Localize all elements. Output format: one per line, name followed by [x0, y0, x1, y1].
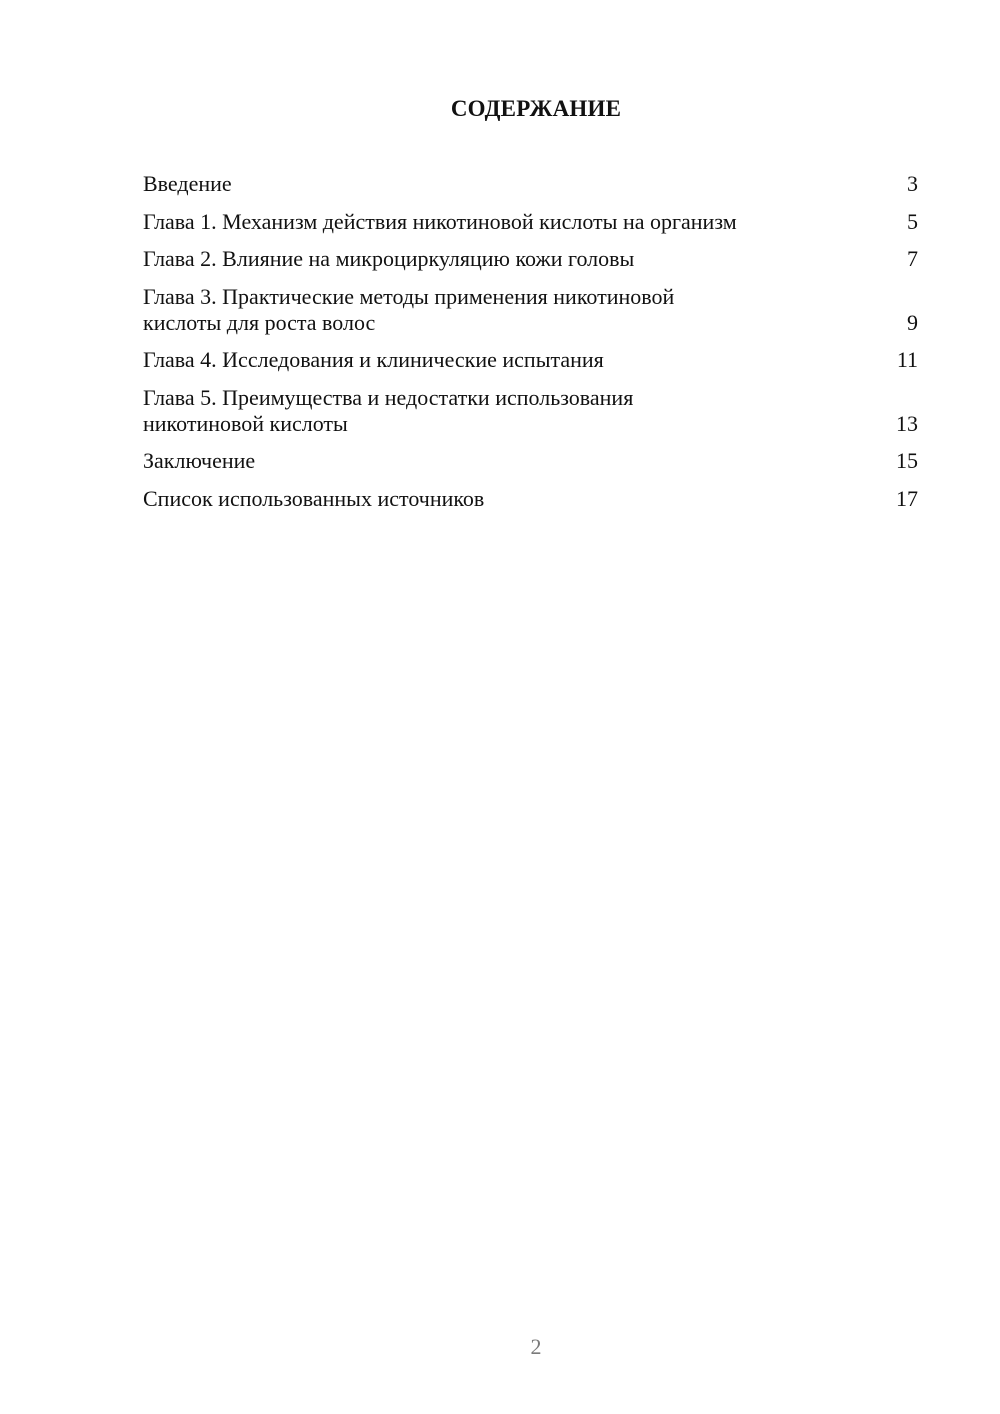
toc-entry-page-number: 9: [907, 309, 918, 335]
toc-entry-page-number: 15: [896, 448, 918, 473]
toc-entry-label-line: Глава 2. Влияние на микроциркуляцию кожи головы: [143, 246, 635, 271]
toc-entry-label-line: Глава 1. Механизм действия никотиновой кислоты на организм: [143, 208, 737, 234]
toc-entry-label-line: кислоты для роста волос: [143, 309, 376, 335]
toc-entry-chapter-4[interactable]: [143, 347, 918, 373]
toc-entry-page-number: 13: [896, 410, 918, 436]
toc-entry-label: [143, 246, 888, 272]
toc-entry-label-line: Заключение: [143, 448, 256, 473]
toc-entry-introduction[interactable]: [143, 171, 918, 197]
toc-entry-chapter-1[interactable]: [143, 209, 918, 235]
toc-entry-label: [143, 284, 888, 336]
toc-entry-chapter-2[interactable]: [143, 246, 918, 272]
toc-entry-label: [143, 486, 888, 512]
toc-entry-page-number: 7: [907, 246, 918, 271]
toc-entry-page-number: 17: [896, 485, 918, 511]
toc-entry-label: [143, 209, 888, 235]
page-title: СОДЕРЖАНИЕ: [450, 96, 622, 121]
toc-entry-label-line: Введение: [143, 171, 232, 196]
toc-entry-label-line: Глава 3. Практические методы применения никотиновой: [143, 283, 675, 309]
toc-entry-label-line: никотиновой кислоты: [143, 410, 348, 436]
toc-entry-chapter-5[interactable]: [143, 385, 918, 437]
toc-entry-conclusion[interactable]: [143, 448, 918, 474]
toc-entry-label-line: Список использованных источников: [143, 485, 485, 511]
toc-entry-label: [143, 385, 888, 437]
table-of-contents: [143, 171, 918, 523]
toc-entry-label: [143, 448, 888, 474]
toc-entry-references[interactable]: [143, 486, 918, 512]
toc-entry-page-number: 11: [896, 347, 918, 372]
toc-entry-chapter-3[interactable]: [143, 284, 918, 336]
page-number: 2: [530, 1334, 542, 1359]
toc-entry-label-line: Глава 5. Преимущества и недостатки использования: [143, 384, 634, 410]
toc-entry-label: [143, 347, 888, 373]
toc-entry-page-number: 5: [907, 208, 918, 234]
toc-entry-page-number: 3: [907, 171, 918, 196]
toc-entry-label-line: Глава 4. Исследования и клинические испытания: [143, 347, 604, 372]
toc-entry-label: [143, 171, 888, 197]
